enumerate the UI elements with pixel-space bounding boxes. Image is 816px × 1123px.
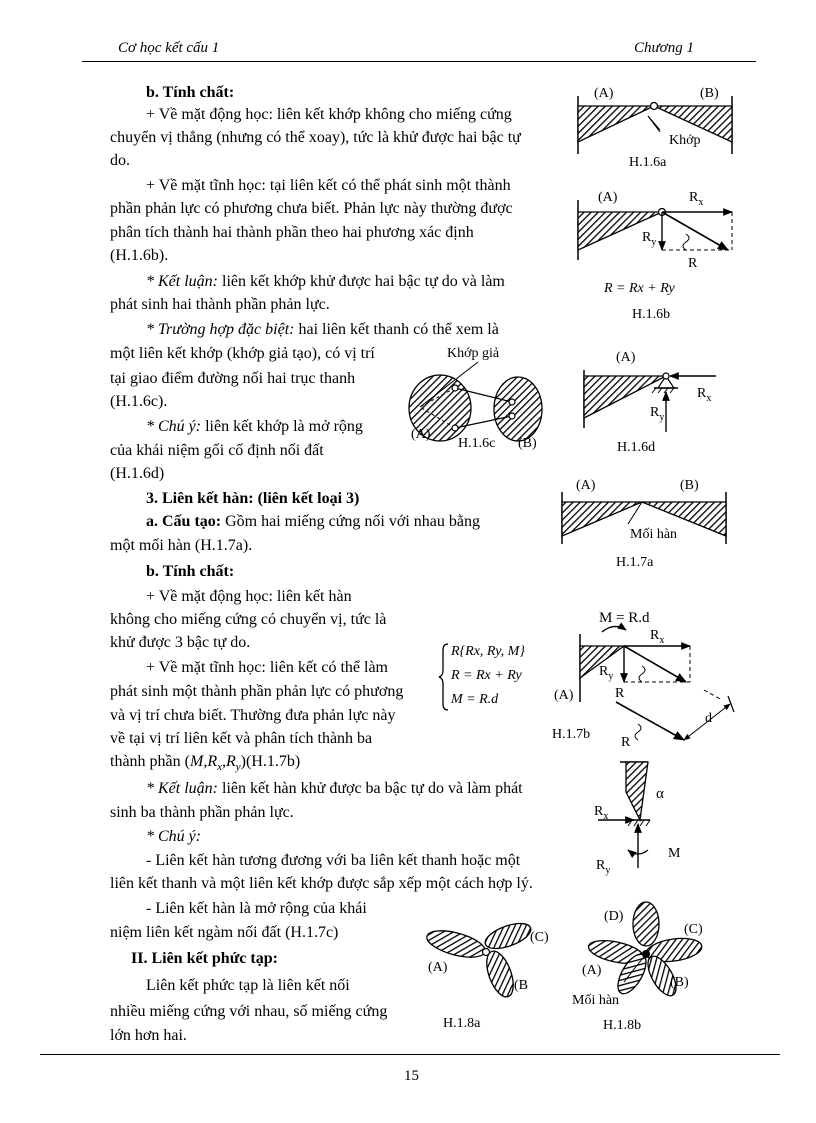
para-line: Liên kết phức tạp là liên kết nối: [146, 977, 350, 994]
para-line: một liên kết khớp (khớp giả tạo), có vị trí: [110, 345, 375, 362]
label-a: (A): [576, 478, 596, 493]
label-a: (A): [582, 963, 602, 978]
math-m-r: M,R: [189, 753, 218, 770]
label-b: (B: [514, 978, 528, 993]
para-line: + Về mặt động học: liên kết khớp không cho miếng cứng: [146, 106, 512, 123]
para-line: + Về mặt tĩnh học: tại liên kết có thể phát sinh một thành: [146, 177, 511, 194]
label-ry: [642, 230, 656, 248]
page-number: 15: [404, 1068, 419, 1084]
para-line: liên kết thanh và một liên kết khớp được sắp xếp một cách hợp lý.: [110, 875, 533, 892]
label-rx: [689, 190, 703, 208]
para-text: liên kết khớp khử được hai bậc tự do và làm: [218, 273, 505, 290]
equation-m-rd: M = R.d: [451, 692, 499, 707]
figure-h17a: [558, 488, 733, 558]
caption-h18b: H.1.8b: [603, 1018, 642, 1033]
label-moi-han: Mối hàn: [630, 527, 678, 542]
para-text: )(H.1.7b): [240, 753, 301, 770]
para-line: về tại vị trí liên kết và phân tích thành ba: [110, 730, 373, 747]
para-line: tại giao điểm đường nối hai trục thanh: [110, 370, 356, 387]
label-rx: [697, 386, 711, 404]
label-b: (B): [670, 975, 689, 990]
para-line: phát sinh hai thành phần phản lực.: [110, 296, 330, 313]
para-line: một mối hàn (H.1.7a).: [110, 537, 253, 554]
sub-y: y: [605, 864, 611, 876]
para-line: - Liên kết hàn tương đương với ba liên kết thanh hoặc một: [146, 852, 521, 869]
para-line: khử được 3 bậc tự do.: [110, 634, 251, 651]
label-b: (B): [518, 436, 537, 451]
para-line: không cho miếng cứng có chuyển vị, tức là: [110, 611, 387, 628]
italic-label: * Chú ý:: [146, 418, 202, 435]
label-d: (D): [604, 909, 624, 924]
para-text: liên kết khớp là mở rộng: [201, 418, 363, 435]
sub-x: x: [603, 810, 609, 822]
para-line: [146, 271, 505, 292]
label-r: R: [650, 628, 660, 643]
para-line: của khái niệm gối cố định nối đất: [110, 442, 324, 459]
sub-y: y: [659, 411, 665, 423]
label-m-rd: M = R.d: [599, 610, 650, 626]
label-a: (A): [598, 190, 618, 205]
label-r: R: [621, 735, 631, 750]
para-text: hai liên kết thanh có thể xem là: [294, 321, 499, 338]
italic-label: * Kết luận:: [146, 273, 218, 290]
running-header-right: Chương 1: [634, 40, 694, 56]
label-r: R: [697, 386, 707, 401]
para-line: lớn hơn hai.: [110, 1027, 187, 1044]
para-text: liên kết hàn khử được ba bậc tự do và làm phát: [218, 780, 523, 797]
brace-icon: [438, 642, 450, 712]
label-m: M: [668, 846, 681, 861]
para-line: [146, 511, 480, 532]
label-r: R: [615, 686, 625, 701]
bold-label: a. Cấu tạo:: [146, 513, 222, 530]
heading-b-tinh-chat: b. Tính chất:: [146, 84, 235, 101]
label-a: (A): [411, 427, 431, 442]
label-a: (A): [594, 86, 614, 101]
label-r: R: [650, 405, 660, 420]
label-rx: [594, 804, 608, 822]
para-line: nhiều miếng cứng với nhau, số miếng cứng: [110, 1003, 388, 1020]
para-line: + Về mặt tĩnh học: liên kết có thể làm: [146, 659, 388, 676]
caption-h16c: H.1.6c: [458, 436, 496, 451]
math-r: ,R: [221, 753, 236, 770]
para-line: và vị trí chưa biết. Thường đưa phản lực này: [110, 707, 396, 724]
para-text: thành phần (: [110, 753, 190, 770]
para-line: do.: [110, 152, 130, 169]
para-line: [146, 319, 499, 340]
italic-label: * Chú ý:: [146, 828, 202, 845]
para-line: phân tích thành hai thành phần theo hai phương xác định: [110, 224, 474, 241]
para-line: chuyển vị thẳng (nhưng có thể xoay), tức là khử được hai bậc tự: [110, 129, 521, 146]
label-khop: Khớp: [669, 133, 701, 148]
label-r: R: [642, 230, 652, 245]
para-line: niệm liên kết ngàm nối đất (H.1.7c): [110, 924, 339, 941]
running-header-left: Cơ học kết cấu 1: [118, 40, 220, 56]
para-line: - Liên kết hàn là mở rộng của khái: [146, 900, 367, 917]
caption-h18a: H.1.8a: [443, 1016, 481, 1031]
label-ry: [650, 405, 664, 423]
label-r: R: [594, 804, 604, 819]
sub-y: y: [608, 670, 614, 682]
para-line: (H.1.6b).: [110, 247, 169, 264]
para-line: [146, 778, 523, 799]
math-sub: y: [235, 761, 241, 774]
heading-lien-ket-han: 3. Liên kết hàn: (liên kết loại 3): [146, 490, 360, 507]
equation-r-components: R{Rx, Ry, M}: [451, 644, 525, 659]
italic-label: * Kết luận:: [146, 780, 218, 797]
label-khop-gia: Khớp giả: [447, 346, 500, 361]
equation-r-sum: R = Rx + Ry: [451, 668, 522, 683]
heading-b-tinh-chat-2: b. Tính chất:: [146, 563, 235, 580]
label-ry: [599, 664, 613, 682]
heading-lien-ket-phuc-tap: II. Liên kết phức tạp:: [131, 950, 278, 967]
sub-x: x: [698, 196, 704, 208]
label-rx: [650, 628, 664, 646]
label-moi-han: Mối hàn: [572, 993, 620, 1008]
footer-rule: [40, 1054, 780, 1055]
para-line: sinh ba thành phần phản lực.: [110, 804, 294, 821]
caption-h16a: H.1.6a: [629, 155, 667, 170]
sub-x: x: [706, 392, 712, 404]
para-line: [146, 416, 363, 437]
equation-r-sum: R = Rx + Ry: [604, 281, 675, 296]
header-rule: [82, 61, 756, 62]
label-b: (B): [700, 86, 719, 101]
math-sub: x: [217, 761, 222, 774]
para-line: phần phản lực có phương chưa biết. Phản lực này thường được: [110, 200, 513, 217]
label-r: R: [599, 664, 609, 679]
caption-h16b: H.1.6b: [632, 307, 671, 322]
label-a: (A): [616, 350, 636, 365]
label-c: (C): [684, 922, 703, 937]
label-a: (A): [554, 688, 574, 703]
para-line: (H.1.6d): [110, 465, 165, 482]
label-a: (A): [428, 960, 448, 975]
label-c: (C): [530, 930, 549, 945]
para-line: + Về mặt động học: liên kết hàn: [146, 588, 352, 605]
caption-h17a: H.1.7a: [616, 555, 654, 570]
para-line: phát sinh một thành phần phản lực có phương: [110, 683, 404, 700]
label-r: R: [688, 256, 698, 271]
sub-x: x: [659, 634, 665, 646]
para-line: (H.1.6c).: [110, 393, 168, 410]
label-b: (B): [680, 478, 699, 493]
caption-h17b: H.1.7b: [552, 727, 591, 742]
sub-y: y: [651, 236, 657, 248]
label-ry: [596, 858, 610, 876]
italic-label: * Trường hợp đặc biệt:: [146, 321, 295, 338]
caption-h16d: H.1.6d: [617, 440, 656, 455]
para-line: [110, 751, 300, 778]
label-d: d: [705, 711, 712, 726]
label-r: R: [689, 190, 699, 205]
label-alpha: α: [656, 786, 664, 802]
label-r: R: [596, 858, 606, 873]
para-text: Gồm hai miếng cứng nối với nhau bằng: [221, 513, 480, 530]
